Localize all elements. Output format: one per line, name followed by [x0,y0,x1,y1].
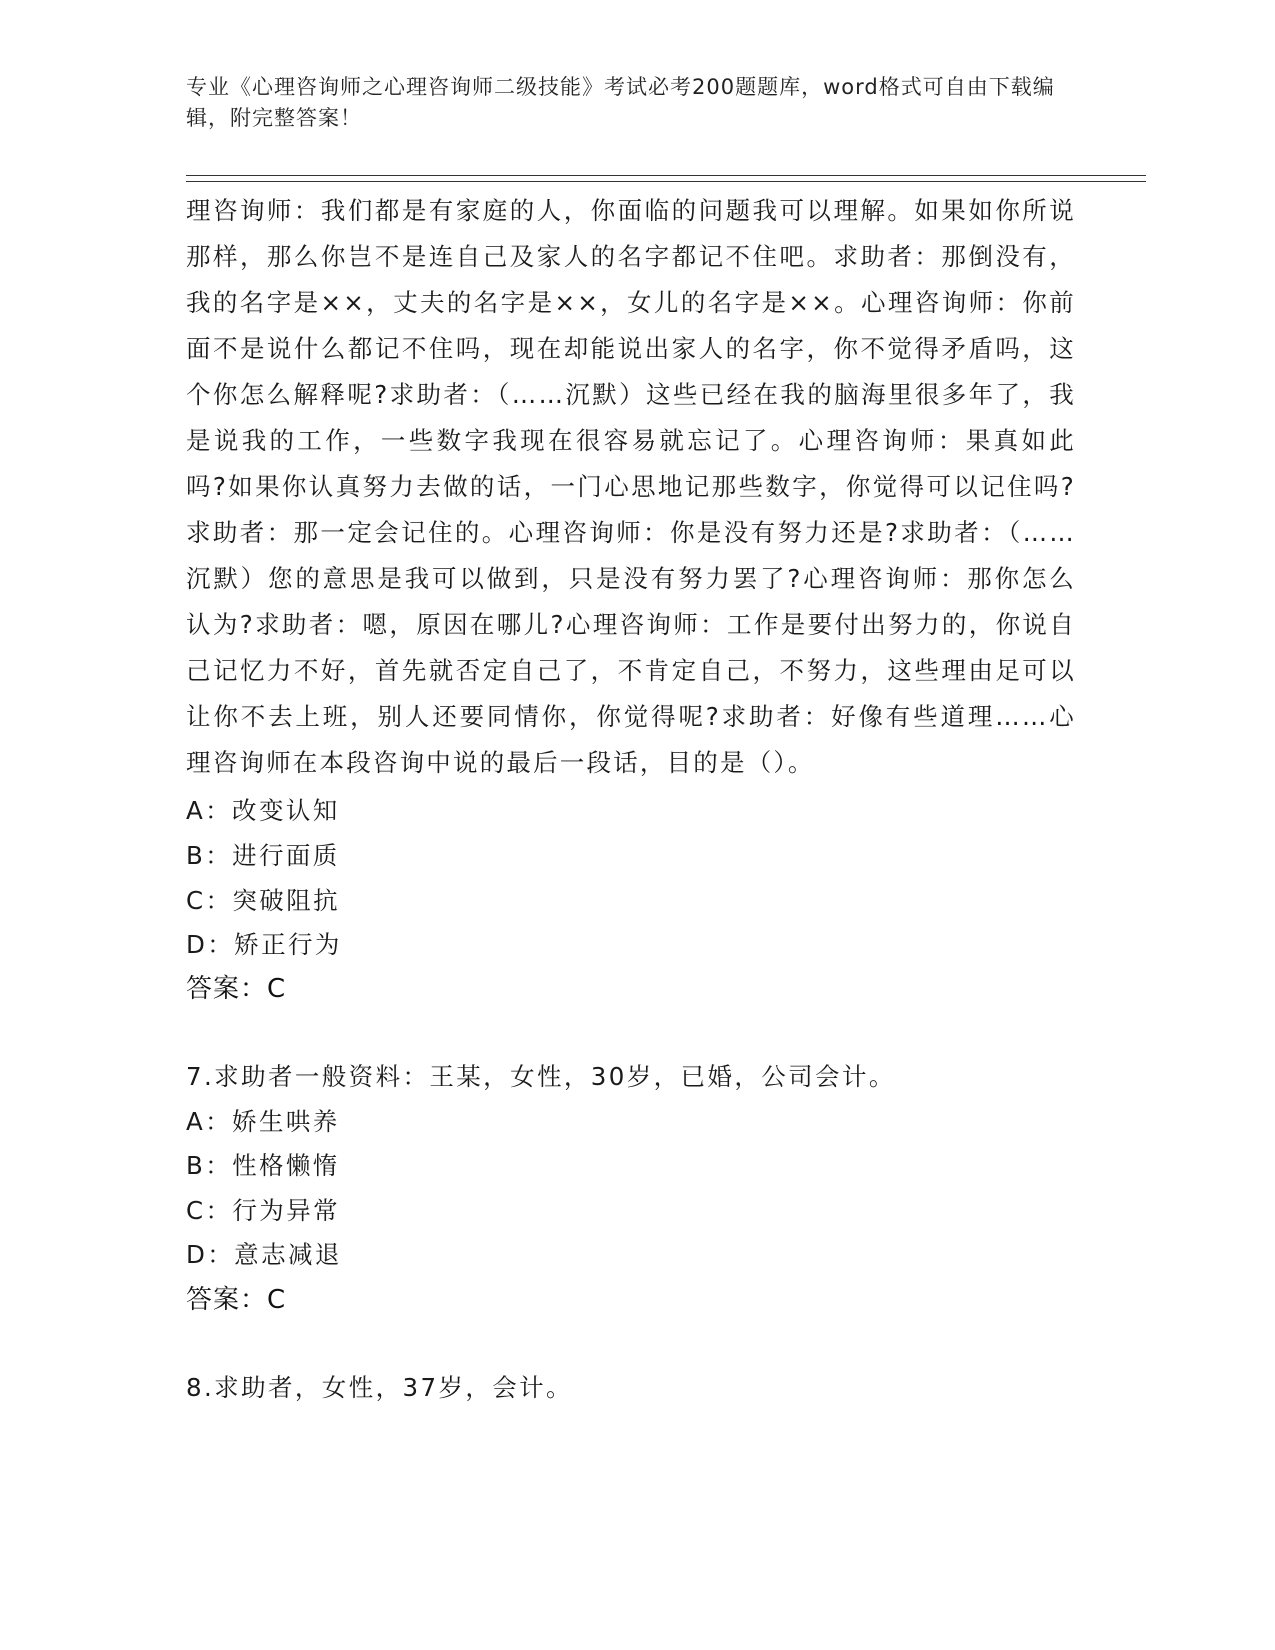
header-rule-top [186,175,1146,176]
question-7-option-d: D：意志减退 [186,1240,342,1269]
question-7-option-b: B：性格懒惰 [186,1151,340,1180]
question-7-answer: 答案：C [186,1285,287,1315]
question-7-stem: 7.求助者一般资料：王某，女性，30岁，已婚，公司会计。 [186,1062,896,1091]
question-7-option-c: C：行为异常 [186,1196,341,1225]
header-rule-bottom [186,181,1146,182]
question-6-answer: 答案：C [186,974,287,1004]
question-8-stem: 8.求助者，女性，37岁，会计。 [186,1373,573,1402]
question-6-passage: 理咨询师：我们都是有家庭的人，你面临的问题我可以理解。如果如你所说那样，那么你岂不是连自己及家人的名字都记不住吧。求助者：那倒没有，我的名字是××，丈夫的名字是××，女儿的名字是××。心理咨询师：你前面不是说什么都记不住吗，现在却能说出家人的名字，你不觉得矛盾吗，这个你怎么解释呢?求助者：（……沉默）这些已经在我的脑海里很多年了，我是说我的工作，一些数字我现在很容易就忘记了。心理咨询师：果真如此吗?如果你认真努力去做的话，一门心思地记那些数字，你觉得可以记住吗?求助者：那一定会记住的。心理咨询师：你是没有努力还是?求助者：（……沉默）您的意思是我可以做到，只是没有努力罢了?心理咨询师：那你怎么认为?求助者：嗯，原因在哪儿?心理咨询师：工作是要付出努力的，你说自己记忆力不好，首先就否定自己了，不肯定自己，不努力，这些理由足可以让你不去上班，别人还要同情你，你觉得呢?求助者：好像有些道理……心理咨询师在本段咨询中说的最后一段话，目的是（）。 [186,196,1076,777]
question-6-option-b: B：进行面质 [186,841,340,870]
question-6-option-d: D：矫正行为 [186,930,342,959]
document-header: 专业《心理咨询师之心理咨询师二级技能》考试必考200题题库，word格式可自由下载编辑，附完整答案！ [186,75,1055,130]
question-6-option-a: A：改变认知 [186,796,340,825]
question-7-option-a: A：娇生哄养 [186,1107,340,1136]
question-6-option-c: C：突破阻抗 [186,886,341,915]
